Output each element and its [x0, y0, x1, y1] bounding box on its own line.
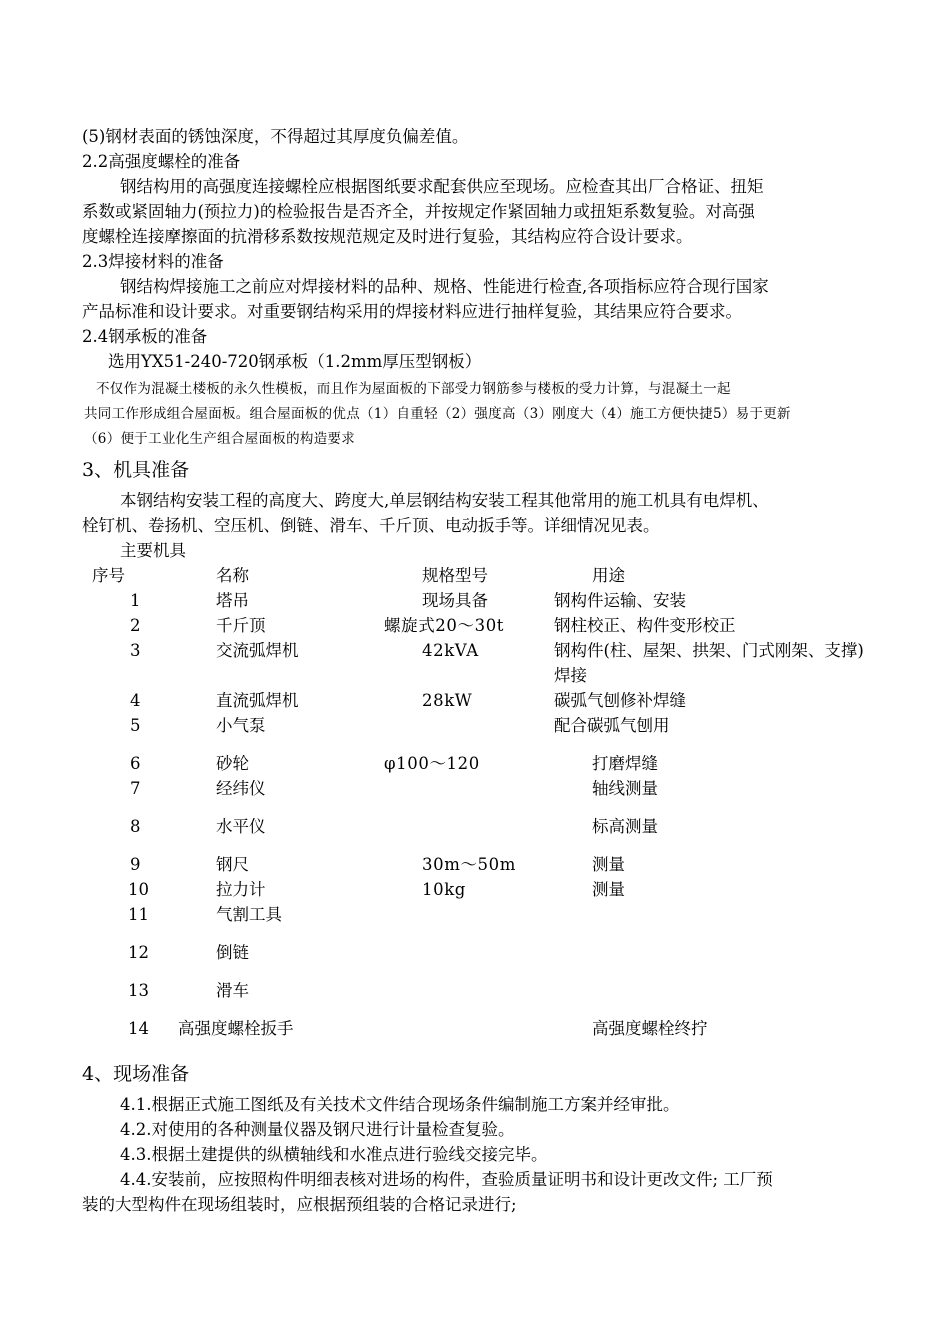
paragraph-2-3-line-1: 钢结构焊接施工之前应对焊接材料的品种、规格、性能进行检查,各项指标应符合现行国家: [120, 277, 769, 296]
heading-2-2: 2.2高强度螺栓的准备: [82, 152, 241, 171]
row-no: 9: [130, 855, 141, 874]
header-use: 用途: [592, 566, 625, 585]
row-no: 5: [130, 716, 141, 735]
paragraph-2-2-line-2: 系数或紧固轴力(预拉力)的检验报告是否齐全，并按规定作紧固轴力或扭矩系数复验。对高强: [82, 202, 755, 221]
row-name: 钢尺: [216, 855, 249, 874]
row-spec: 30m～50m: [422, 855, 516, 874]
heading-section-4: 4、现场准备: [82, 1063, 190, 1085]
row-name: 砂轮: [216, 754, 249, 773]
paragraph-2-4-line-1: 不仅作为混凝土楼板的永久性模板，而且作为屋面板的下部受力钢筋参与楼板的受力计算，与混凝土一起: [96, 381, 731, 397]
row-no: 10: [128, 880, 149, 899]
row-name: 气割工具: [216, 905, 282, 924]
row-use: 轴线测量: [592, 779, 658, 798]
paragraph-2-2-line-3: 度螺栓连接摩擦面的抗滑移系数按规范规定及时进行复验，其结构应符合设计要求。: [82, 227, 693, 246]
row-use: 测量: [592, 855, 625, 874]
row-no: 7: [130, 779, 141, 798]
row-use: 碳弧气刨修补焊缝: [554, 691, 686, 710]
paragraph-2-2-line-1: 钢结构用的高强度连接螺栓应根据图纸要求配套供应至现场。应检查其出厂合格证、扭矩: [120, 177, 764, 196]
paragraph-2-4-line-3: （6）便于工业化生产组合屋面板的构造要求: [84, 431, 356, 447]
row-spec: 28kW: [422, 691, 473, 710]
heading-2-3: 2.3焊接材料的准备: [82, 252, 224, 271]
heading-2-4: 2.4钢承板的准备: [82, 327, 208, 346]
row-spec: 螺旋式20～30t: [384, 616, 505, 635]
row-name: 高强度螺栓扳手: [178, 1019, 294, 1038]
heading-section-3: 3、机具准备: [82, 459, 190, 481]
row-name: 经纬仪: [216, 779, 266, 798]
table-caption: 主要机具: [120, 541, 186, 560]
row-use: 测量: [592, 880, 625, 899]
item-4-4-continued: 装的大型构件在现场组装时，应根据预组装的合格记录进行;: [82, 1195, 517, 1214]
paragraph-2-4-line-2: 共同工作形成组合屋面板。组合屋面板的优点（1）自重轻（2）强度高（3）刚度大（4）施工方便快捷5）易于更新: [84, 406, 791, 422]
row-use-continued: 焊接: [554, 666, 587, 685]
item-5-text: (5)钢材表面的锈蚀深度，不得超过其厚度负偏差值。: [82, 127, 469, 146]
row-name: 拉力计: [216, 880, 266, 899]
row-name: 倒链: [216, 943, 249, 962]
row-no: 1: [130, 591, 141, 610]
row-no: 6: [130, 754, 141, 773]
row-name: 滑车: [216, 981, 249, 1000]
row-spec: 42kVA: [422, 641, 479, 660]
paragraph-2-4-select: 选用YX51-240-720钢承板（1.2mm厚压型钢板）: [108, 352, 482, 371]
row-name: 千斤顶: [216, 616, 266, 635]
row-name: 塔吊: [216, 591, 249, 610]
row-no: 13: [128, 981, 149, 1000]
row-use: 打磨焊缝: [592, 754, 658, 773]
row-spec: 10kg: [422, 880, 466, 899]
row-spec: φ100～120: [384, 754, 480, 773]
section-3-intro-line-1: 本钢结构安装工程的高度大、跨度大,单层钢结构安装工程其他常用的施工机具有电焊机、: [120, 491, 769, 510]
row-no: 8: [130, 817, 141, 836]
row-use: 标高测量: [592, 817, 658, 836]
row-use: 钢构件(柱、屋架、拱架、门式刚架、支撑): [554, 641, 864, 660]
section-3-intro-line-2: 栓钉机、卷扬机、空压机、倒链、滑车、千斤顶、电动扳手等。详细情况见表。: [82, 516, 660, 535]
row-use: 钢柱校正、构件变形校正: [554, 616, 736, 635]
row-name: 水平仪: [216, 817, 266, 836]
row-name: 交流弧焊机: [216, 641, 299, 660]
row-no: 2: [130, 616, 141, 635]
row-name: 直流弧焊机: [216, 691, 299, 710]
item-4-2: 4.2.对使用的各种测量仪器及钢尺进行计量检查复验。: [120, 1120, 515, 1139]
header-no: 序号: [92, 566, 125, 585]
row-use: 钢构件运输、安装: [554, 591, 686, 610]
paragraph-2-3-line-2: 产品标准和设计要求。对重要钢结构采用的焊接材料应进行抽样复验，其结果应符合要求。: [82, 302, 742, 321]
row-no: 11: [128, 905, 149, 924]
header-name: 名称: [216, 566, 249, 585]
item-4-1: 4.1.根据正式施工图纸及有关技术文件结合现场条件编制施工方案并经审批。: [120, 1095, 680, 1114]
row-no: 3: [130, 641, 141, 660]
row-use: 配合碳弧气刨用: [554, 716, 670, 735]
row-no: 12: [128, 943, 149, 962]
header-spec: 规格型号: [422, 566, 488, 585]
row-use: 高强度螺栓终拧: [592, 1019, 708, 1038]
row-no: 4: [130, 691, 141, 710]
row-spec: 现场具备: [422, 591, 488, 610]
row-no: 14: [128, 1019, 149, 1038]
item-4-3: 4.3.根据土建提供的纵横轴线和水准点进行验线交接完毕。: [120, 1145, 548, 1164]
row-name: 小气泵: [216, 716, 266, 735]
item-4-4: 4.4.安装前，应按照构件明细表核对进场的构件，查验质量证明书和设计更改文件; 工厂预: [120, 1170, 773, 1189]
